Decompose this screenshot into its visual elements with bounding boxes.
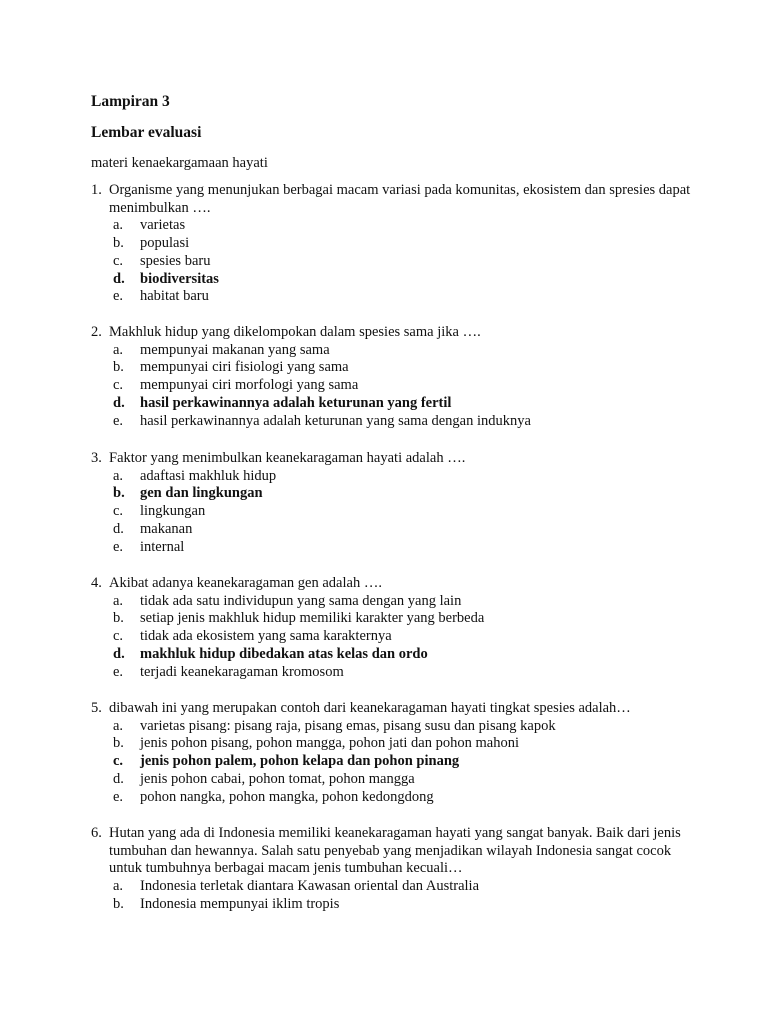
question-stem: [91, 825, 691, 878]
option-letter: d.: [113, 520, 124, 537]
option-text: terjadi keanekaragaman kromosom: [140, 663, 344, 680]
question-stem: [91, 700, 691, 718]
question-text: Makhluk hidup yang dikelompokan dalam spesies sama jika ….: [109, 324, 481, 340]
answer-option: [91, 718, 691, 736]
answer-option: [91, 593, 691, 611]
option-text: mempunyai ciri morfologi yang sama: [140, 377, 359, 394]
option-text: varietas pisang: pisang raja, pisang emas, pisang susu dan pisang kapok: [140, 717, 556, 734]
question-3: [91, 450, 691, 557]
option-text: Indonesia mempunyai iklim tropis: [140, 895, 340, 912]
option-text: varietas: [140, 217, 186, 234]
answer-options: [91, 468, 691, 557]
option-letter: a.: [113, 467, 124, 484]
option-text: lingkungan: [140, 503, 206, 520]
answer-option: [91, 235, 691, 253]
question-number: 6.: [91, 825, 102, 841]
answer-options: [91, 217, 691, 306]
answer-option: [91, 521, 691, 539]
answer-option-correct: [91, 753, 691, 771]
answer-option: [91, 664, 691, 682]
question-4: [91, 575, 691, 682]
option-letter: d.: [113, 270, 125, 287]
answer-option-correct: [91, 395, 691, 413]
option-letter: d.: [113, 645, 125, 662]
answer-option: [91, 359, 691, 377]
question-2: [91, 324, 691, 431]
question-number: 2.: [91, 324, 102, 340]
option-letter: b.: [113, 895, 124, 912]
topic-line: materi kenaekargamaan hayati: [91, 155, 268, 171]
option-letter: e.: [113, 288, 124, 305]
answer-option: [91, 413, 691, 431]
question-text: Faktor yang menimbulkan keanekaragaman hayati adalah ….: [109, 450, 466, 466]
page-subtitle: Lembar evaluasi: [91, 124, 202, 141]
answer-option: [91, 771, 691, 789]
option-text: mempunyai makanan yang sama: [140, 341, 330, 358]
question-1: [91, 182, 691, 306]
question-text: dibawah ini yang merupakan contoh dari keanekaragaman hayati tingkat spesies adalah…: [109, 700, 631, 716]
question-stem: [91, 450, 691, 468]
option-letter: c.: [113, 377, 124, 394]
option-letter: b.: [113, 735, 124, 752]
option-letter: a.: [113, 592, 124, 609]
option-text: adaftasi makhluk hidup: [140, 467, 277, 484]
option-letter: b.: [113, 359, 124, 376]
question-text: Hutan yang ada di Indonesia memiliki keanekaragaman hayati yang sangat banyak. Baik dari jenis tumbuhan dan hewannya. Salah satu penyebab yang menjadikan wilayah Indonesia sangat cocok untuk tumbuhnya berbagai macam jenis tumbuhan kecuali…: [109, 825, 681, 877]
question-stem: [91, 575, 691, 593]
question-number: 5.: [91, 700, 102, 716]
question-text: Akibat adanya keanekaragaman gen adalah ….: [109, 575, 382, 591]
option-letter: e.: [113, 538, 124, 555]
option-letter: e.: [113, 663, 124, 680]
answer-options: [91, 718, 691, 807]
answer-option: [91, 288, 691, 306]
question-number: 4.: [91, 575, 102, 591]
option-letter: a.: [113, 877, 124, 894]
option-letter: d.: [113, 394, 125, 411]
option-text: makhluk hidup dibedakan atas kelas dan ordo: [140, 645, 428, 662]
option-letter: c.: [113, 503, 124, 520]
question-stem: [91, 324, 691, 342]
answer-option: [91, 789, 691, 807]
question-number: 3.: [91, 450, 102, 466]
option-text: hasil perkawinannya adalah keturunan yang sama dengan induknya: [140, 412, 531, 429]
answer-option: [91, 342, 691, 360]
option-letter: a.: [113, 341, 124, 358]
option-text: biodiversitas: [140, 270, 219, 287]
option-text: spesies baru: [140, 252, 211, 269]
option-text: setiap jenis makhluk hidup memiliki karakter yang berbeda: [140, 610, 485, 627]
question-6: [91, 825, 691, 913]
option-letter: a.: [113, 717, 124, 734]
answer-option: [91, 539, 691, 557]
question-text: Organisme yang menunjukan berbagai macam variasi pada komunitas, ekosistem dan spresies dapat menimbulkan ….: [109, 182, 691, 216]
option-text: Indonesia terletak diantara Kawasan oriental dan Australia: [140, 877, 480, 894]
answer-options: [91, 593, 691, 682]
answer-option-correct: [91, 485, 691, 503]
option-text: mempunyai ciri fisiologi yang sama: [140, 359, 349, 376]
answer-options: [91, 342, 691, 431]
option-letter: e.: [113, 788, 124, 805]
answer-option: [91, 468, 691, 486]
option-letter: b.: [113, 610, 124, 627]
answer-option: [91, 896, 691, 914]
answer-option-correct: [91, 271, 691, 289]
option-letter: d.: [113, 770, 124, 787]
question-stem: [91, 182, 691, 217]
question-number: 1.: [91, 182, 102, 198]
option-text: populasi: [140, 234, 190, 251]
option-letter: c.: [113, 628, 124, 645]
answer-option: [91, 503, 691, 521]
option-text: tidak ada satu individupun yang sama dengan yang lain: [140, 592, 462, 609]
option-letter: c.: [113, 252, 124, 269]
answer-option: [91, 735, 691, 753]
option-text: internal: [140, 538, 185, 555]
option-text: jenis pohon palem, pohon kelapa dan pohon pinang: [140, 753, 460, 770]
option-text: jenis pohon cabai, pohon tomat, pohon mangga: [140, 770, 415, 787]
option-text: hasil perkawinannya adalah keturunan yang fertil: [140, 394, 452, 411]
option-text: habitat baru: [140, 288, 209, 305]
answer-option: [91, 217, 691, 235]
option-letter: b.: [113, 234, 124, 251]
option-letter: b.: [113, 485, 125, 502]
option-text: jenis pohon pisang, pohon mangga, pohon jati dan pohon mahoni: [140, 735, 519, 752]
page-title: Lampiran 3: [91, 93, 170, 110]
answer-option-correct: [91, 646, 691, 664]
option-letter: a.: [113, 217, 124, 234]
answer-option: [91, 610, 691, 628]
option-letter: c.: [113, 753, 124, 770]
answer-options: [91, 878, 691, 914]
option-text: gen dan lingkungan: [140, 485, 263, 502]
option-text: makanan: [140, 520, 193, 537]
answer-option: [91, 878, 691, 896]
option-text: tidak ada ekosistem yang sama karakternya: [140, 628, 392, 645]
answer-option: [91, 253, 691, 271]
question-5: [91, 700, 691, 807]
option-letter: e.: [113, 412, 124, 429]
answer-option: [91, 628, 691, 646]
answer-option: [91, 377, 691, 395]
option-text: pohon nangka, pohon mangka, pohon kedongdong: [140, 788, 434, 805]
